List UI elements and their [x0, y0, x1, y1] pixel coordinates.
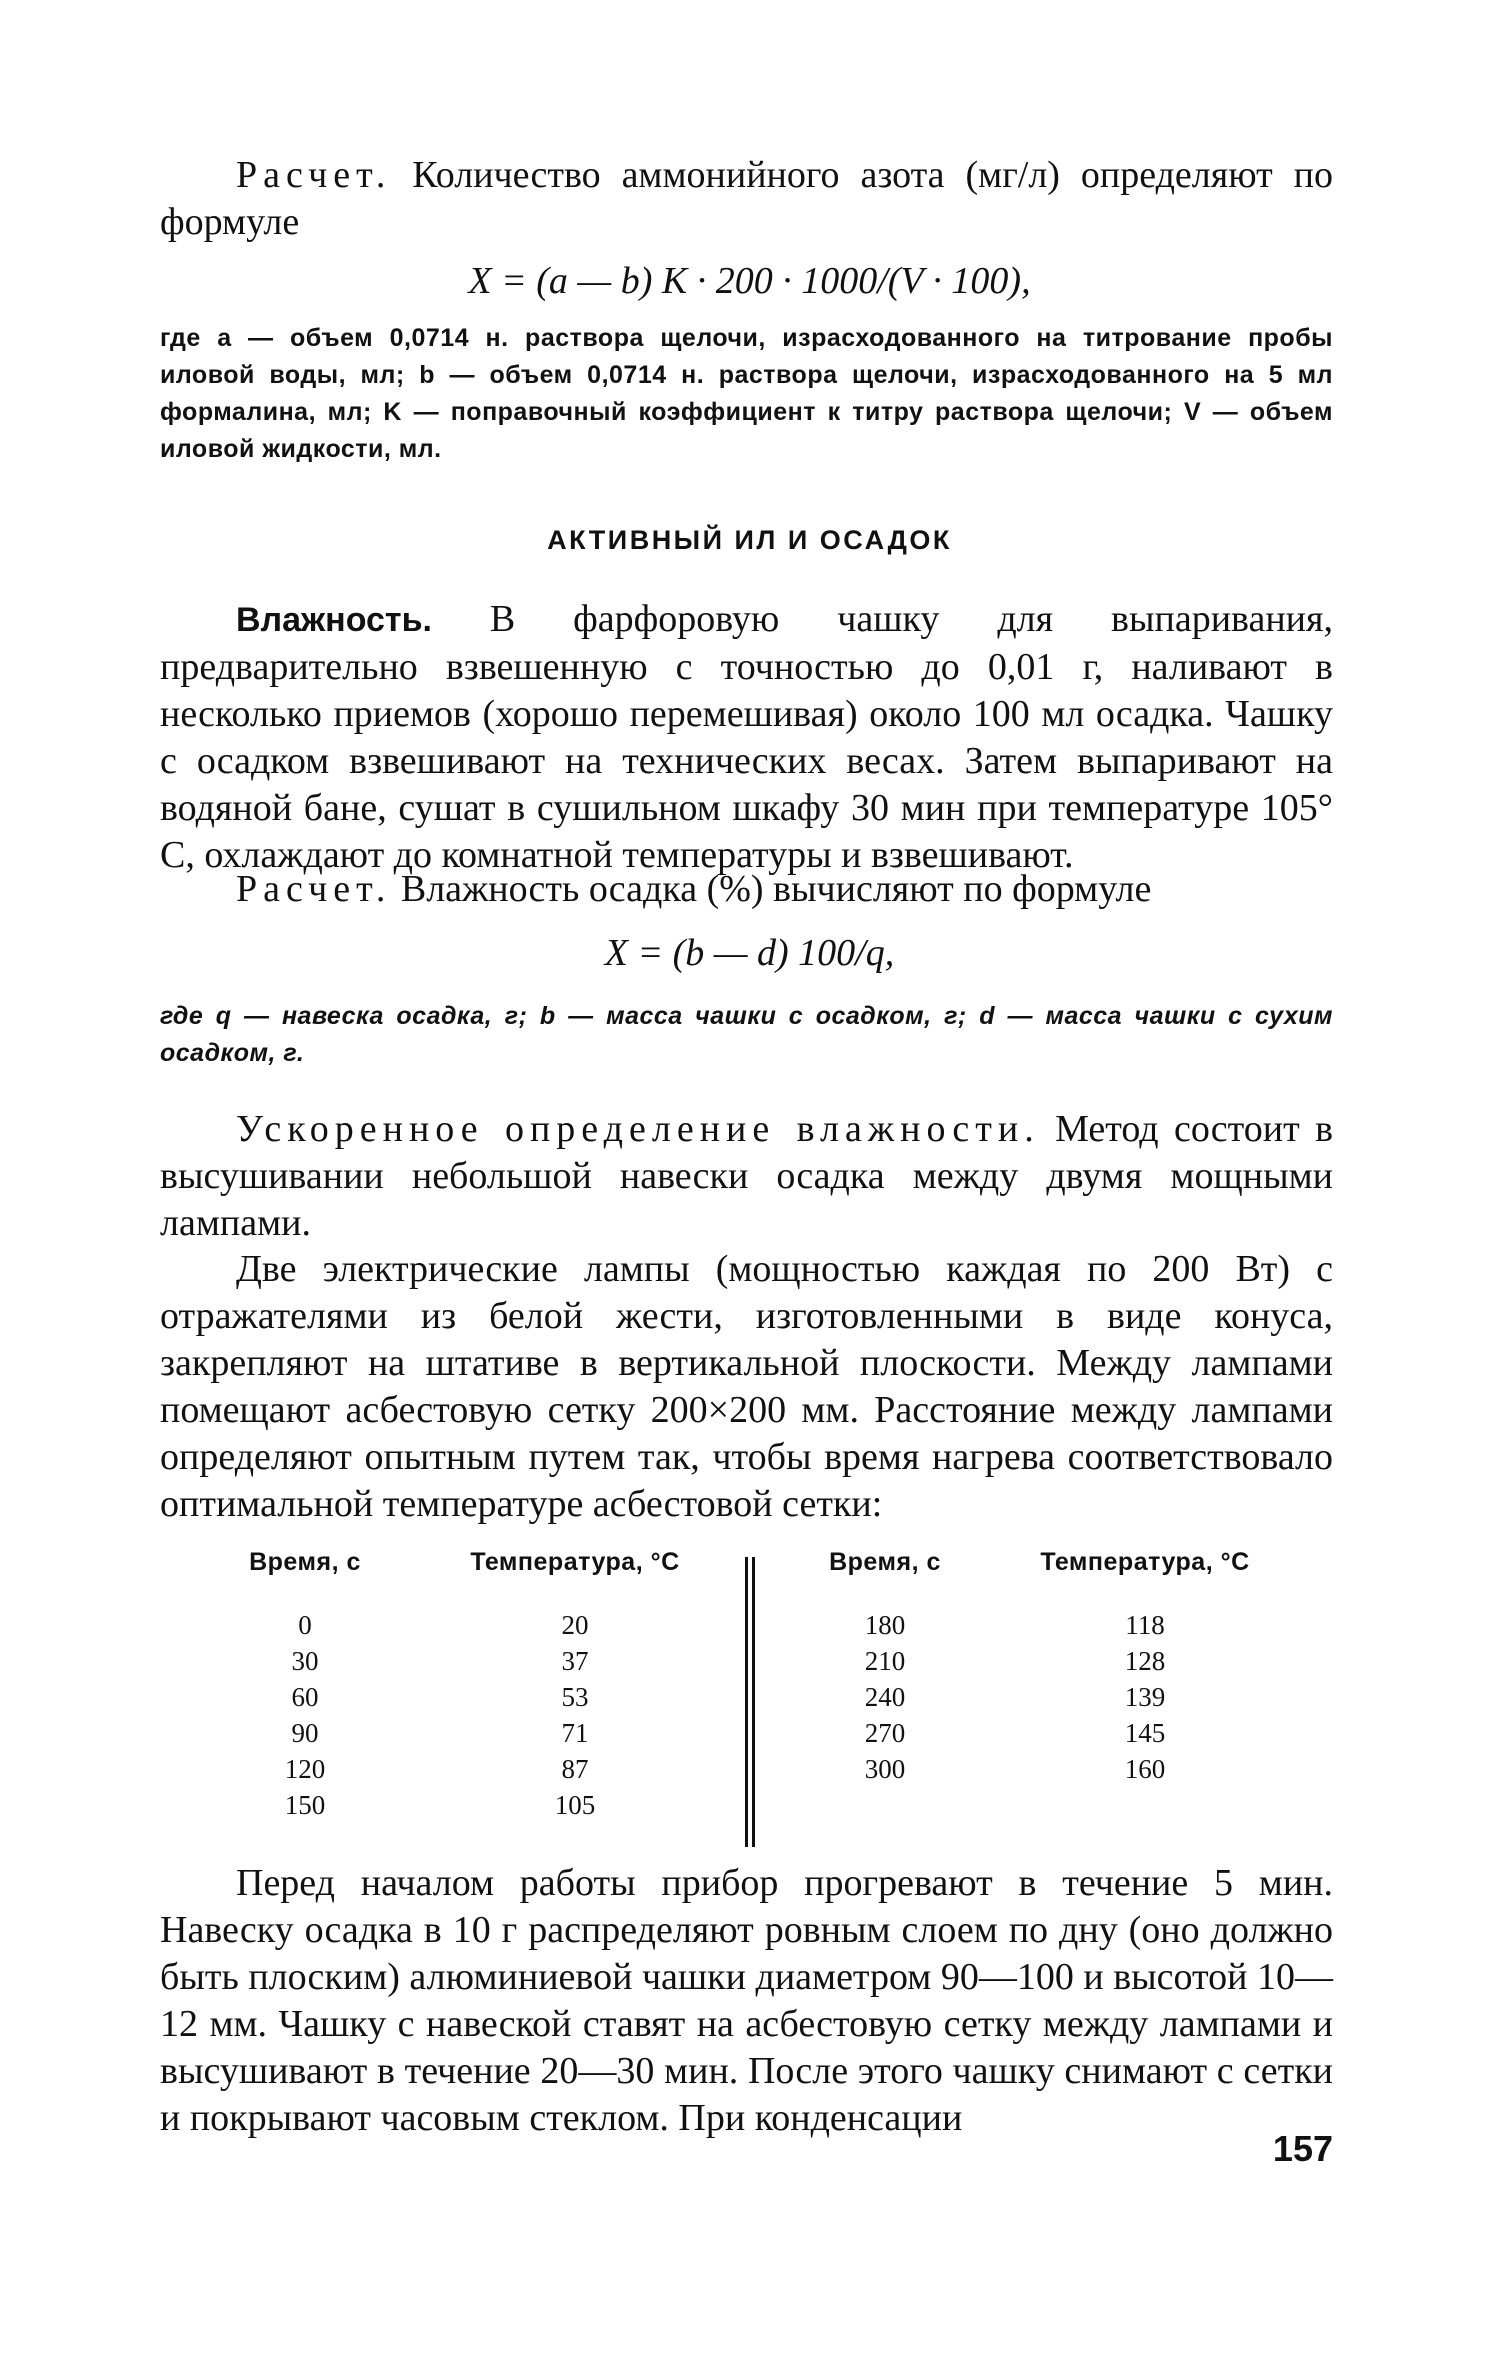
table-cell: 180: [864, 1610, 906, 1640]
col-right-time: [810, 1545, 960, 1787]
table-cell: 145: [1124, 1718, 1166, 1748]
accelerated-lead: Ускоренное определение влажности.: [236, 1108, 1040, 1150]
table-cell: 37: [561, 1646, 589, 1676]
section-heading: АКТИВНЫЙ ИЛ И ОСАДОК: [547, 525, 952, 555]
table-cell: 20: [561, 1610, 589, 1640]
final-text: Перед началом работы прибор прогревают в течение 5 мин. Навеску осадка в 10 г распределяют ровным слоем по дну (оно должно быть плоским) алюминиевой чашки диаметром 90—100 и высотой 10—12 мм. Чашку с навеской ставят на асбестовую сетку между лампами и высушивают в течение 20—30 мин. После этого чашку снимают с сетки и покрывают часовым стеклом. При конденсации: [160, 1862, 1333, 2139]
table-cell: 60: [291, 1682, 319, 1712]
table-cell: 120: [284, 1754, 326, 1784]
table-cell: 300: [864, 1754, 906, 1784]
calc1-lead: Расчет.: [236, 154, 392, 196]
calc2-paragraph: [160, 866, 1333, 913]
where1-text: где a — объем 0,0714 н. раствора щелочи, израсходованного на титрование пробы иловой воды, мл; b — объем 0,0714 н. раствора щелочи, израсходованного на 5 мл формалина, мл; K — поправочный коэффициент к титру раствора щелочи; V — объем иловой жидкости, мл.: [160, 324, 1333, 463]
lamps-text: Две электрические лампы (мощностью каждая по 200 Вт) с отражателями из белой жести, изготовленными в виде конуса, закрепляют на штативе в вертикальной плоскости. Между лампами помещают асбестовую сетку 200×200 мм. Расстояние между лампами определяют опытным путем так, чтобы время нагрева соответствовало оптимальной температуре асбестовой сетки:: [160, 1248, 1333, 1525]
where1-block: [160, 320, 1333, 468]
humidity-text: В фарфоровую чашку для выпаривания, предварительно взвешенную с точностью до 0,01 г, наливают в несколько приемов (хорошо перемешивая) около 100 мл осадка. Чашку с осадком взвешивают на технических весах. Затем выпаривают на водяной бане, сушат в сушильном шкафу 30 мин при температуре 105° С, охлаждают до комнатной температуры и взвешивают.: [160, 598, 1333, 876]
time-temperature-table: [230, 1545, 1310, 1855]
accelerated-paragraph: [160, 1106, 1333, 1247]
where2-text: где q — навеска осадка, г; b — масса чашки с осадком, г; d — масса чашки с сухим осадком, г.: [160, 1002, 1333, 1067]
header-right-temp: Температура, °C: [1040, 1548, 1250, 1576]
humidity-lead: Влажность.: [236, 601, 432, 639]
formula-humidity: X = (b — d) 100/q,: [604, 932, 895, 974]
header-left-time: Время, с: [249, 1548, 361, 1576]
table-cell: 210: [864, 1646, 906, 1676]
table-cell: 90: [291, 1718, 319, 1748]
table-cell: 118: [1125, 1610, 1165, 1640]
calc1-text: Количество аммонийного азота (мг/л) определяют по формуле: [160, 154, 1334, 243]
final-paragraph: [160, 1860, 1333, 2142]
table-cell: 87: [561, 1754, 589, 1784]
lamps-paragraph: [160, 1246, 1333, 1528]
table-cell: 139: [1124, 1682, 1166, 1712]
accelerated-text: Метод состоит в высушивании небольшой навески осадка между двумя мощными лампами.: [160, 1108, 1334, 1244]
table-cell: 160: [1124, 1754, 1166, 1784]
table-cell: 270: [864, 1718, 906, 1748]
calc2-lead: Расчет.: [236, 868, 392, 910]
header-right-time: Время, с: [829, 1548, 941, 1576]
humidity-paragraph: [160, 596, 1333, 879]
table-cell: 240: [864, 1682, 906, 1712]
page-number: 157: [1272, 2128, 1333, 2169]
table-cell: 30: [291, 1646, 319, 1676]
table-cell: 53: [561, 1682, 589, 1712]
header-left-temp: Температура, °C: [470, 1548, 680, 1576]
table-cell: 71: [561, 1718, 589, 1748]
where2-block: [160, 998, 1333, 1072]
col-left-temp: [450, 1545, 700, 1823]
calc2-text: Влажность осадка (%) вычисляют по формуле: [400, 868, 1152, 910]
col-right-temp: [1020, 1545, 1270, 1787]
table-cell: 0: [298, 1610, 312, 1640]
calc1-paragraph: [160, 152, 1333, 246]
table-cell: 150: [284, 1790, 326, 1820]
table-divider: [745, 1557, 755, 1847]
table-cell: 128: [1124, 1646, 1166, 1676]
col-left-time: [230, 1545, 380, 1823]
formula-ammonium: X = (a — b) K · 200 · 1000/(V · 100),: [468, 260, 1031, 302]
table-cell: 105: [554, 1790, 596, 1820]
